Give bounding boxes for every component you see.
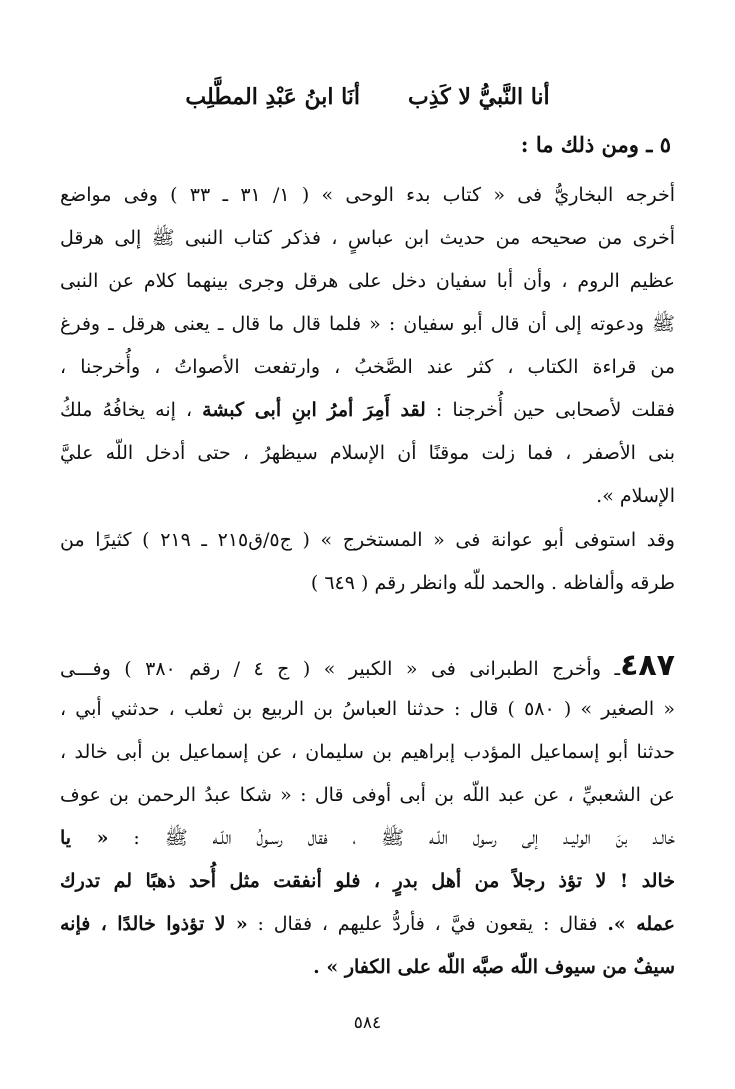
para1-line-5: من قراءة الكتاب ، كثر عند الصَّخبُ ، وارتفعت الأصواتُ ، وأُخرجنا ، bbox=[60, 356, 675, 378]
verse-hemistich-2: أنَا ابنُ عَبْدِ المطَّلِب bbox=[185, 84, 361, 110]
hadith487-line-7 bbox=[60, 904, 675, 944]
para2-line-2: طرقه وألفاظه . والحمد للّه وانظر رقم ( ٦٤٩ ) bbox=[310, 572, 675, 594]
hadith487-line-6: خالد ! لا تؤذ رجلاً من أهل بدرٍ ، فلو أنفقت مثل أُحد ذهبًا لم تدرك bbox=[60, 870, 675, 892]
poetry-verse bbox=[180, 75, 555, 119]
page-number: ٥٨٤ bbox=[353, 1013, 382, 1033]
hadith487-line-1-text: ـ وأخرج الطبرانى فى « الكبير » ( ج ٤ / رقم ٣٨٠ ) وفـــى bbox=[60, 658, 621, 680]
para1-line-7: بنى الأصفر ، فما زلت موقنًا أن الإسلام سيظهرُ ، حتى أدخل اللّه عليَّ bbox=[60, 442, 675, 464]
para1-line-1: أخرجه البخاريُّ فى « كتاب بدء الوحى » ( ١/ ٣١ ـ ٣٣ ) وفى مواضع bbox=[60, 184, 675, 206]
para1-line-4: ﷺ ودعوته إلى أن قال أبو سفيان : « فلما قال ما قال ـ يعنى هرقل ـ وفرغ bbox=[60, 313, 675, 335]
hadith487-line-5-text: خالـد بنَ الوليـد إلى رسول اللّـه ﷺ ، فقال رسـولُ اللّـه ﷺ : bbox=[133, 827, 675, 849]
para1-line-3: عظيم الروم ، وأن أبا سفيان دخل على هرقل وجرى بينهما كلام عن النبى bbox=[60, 270, 675, 292]
para2-line-1: وقد استوفى أبو عوانة فى « المستخرج » ( ج٥/ق٢١٥ ـ ٢١٩ ) كثيرًا من bbox=[60, 529, 675, 551]
para1-line-8: الإسلام ». bbox=[596, 485, 675, 507]
para1-line-6-start: فقلت لأصحابى حين أُخرجنا : bbox=[435, 399, 675, 421]
section-heading: ٥ ـ ومن ذلك ما : bbox=[520, 132, 671, 157]
hadith487-line-8: سيفٌ من سيوف اللّه صبَّه اللّه على الكفار » . bbox=[313, 956, 675, 978]
hadith487-line-4: عن الشعبيِّ ، عن عبد اللّه بن أبى أوفى قال : « شكا عبدُ الرحمن بن عوف bbox=[60, 784, 675, 806]
hadith487-line-7-end: « لا تؤذوا خالدًا ، فإنه bbox=[60, 913, 248, 935]
hadith-number: ٤٨٧ bbox=[620, 648, 675, 683]
hadith487-line-5 bbox=[60, 818, 675, 858]
hadith487-line-7-mid: فقال : يقعون فيَّ ، فأردُّ عليهم ، فقال : bbox=[257, 913, 598, 935]
hadith487-line-7-start: عمله ». bbox=[607, 913, 675, 935]
para1-line-6 bbox=[60, 390, 675, 430]
hadith487-line-5-bold: « يا bbox=[60, 827, 109, 849]
para1-line-2: أخرى من صحيحه من حديث ابن عباسٍ ، فذكر كتاب النبى ﷺ إلى هرقل bbox=[60, 227, 675, 249]
hadith487-line-2: « الصغير » ( ٥٨٠ ) قال : حدثنا العباسُ بن الربيع بن ثعلب ، حدثني أبي ، bbox=[60, 698, 675, 720]
verse-hemistich-1: أنا النَّبيُّ لا كَذِب bbox=[408, 84, 550, 110]
para1-line-6-end: ، إنه يخافُهُ ملكُ bbox=[60, 399, 193, 421]
hadith487-line-3: حدثنا أبو إسماعيل المؤدب إبراهيم بن سليمان ، عن إسماعيل بن أبى خالد ، bbox=[60, 741, 675, 763]
quote-bold-abi-kabsha: لقد أَمِرَ أمرُ ابنِ أبى كبشة bbox=[202, 399, 426, 421]
hadith487-line-1 bbox=[60, 646, 675, 686]
